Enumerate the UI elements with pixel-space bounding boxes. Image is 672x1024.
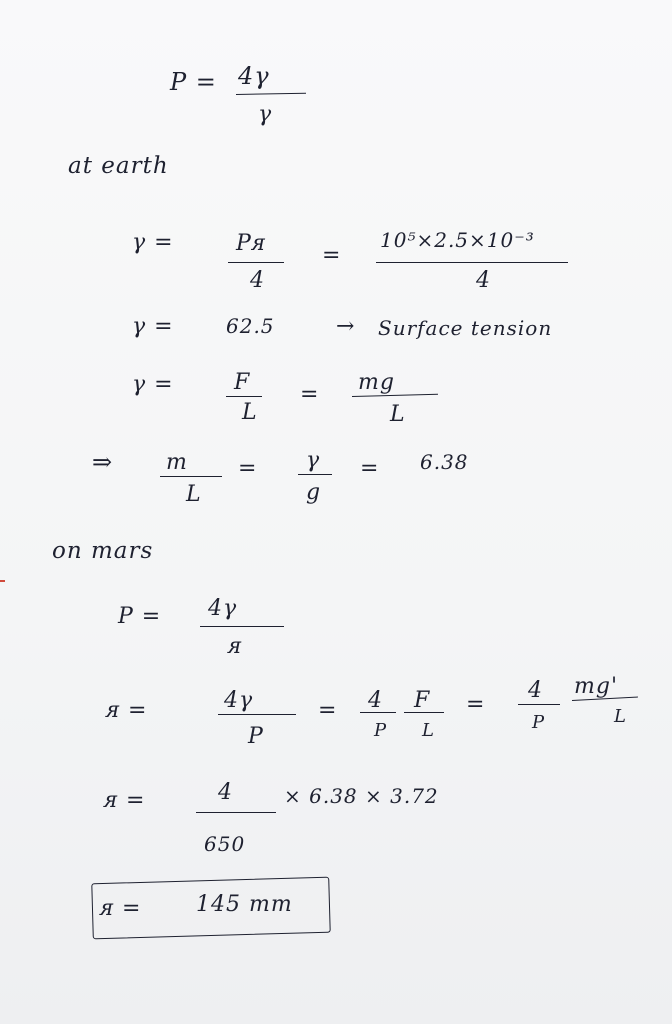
eq7-a-numerator: 4 xyxy=(368,688,383,713)
eq3-value: 62.5 xyxy=(226,314,275,338)
eq7-c-fraction-bar xyxy=(518,704,560,705)
eq5-arrow: ⇒ xyxy=(92,448,114,476)
eq5-numerator: m xyxy=(166,450,188,475)
eq2-fraction-bar-2 xyxy=(376,262,568,263)
eq7-lhs: ᴙ = xyxy=(106,698,148,723)
eq6-fraction-bar xyxy=(200,626,284,627)
eq7-numerator: 4γ xyxy=(224,688,254,713)
eq4-lhs: γ = xyxy=(132,372,174,397)
eq5-denominator: L xyxy=(186,482,202,507)
eq7-c-numerator: 4 xyxy=(528,678,543,703)
eq5-value: 6.38 xyxy=(420,450,469,474)
eq2-equals: = xyxy=(322,243,342,268)
eq6-numerator: 4γ xyxy=(208,596,238,621)
surface-tension-note: Surface tension xyxy=(378,316,553,340)
eq7-d-numerator: mg' xyxy=(574,674,618,699)
eq8-numerator: 4 xyxy=(218,780,233,805)
eq4-denominator: L xyxy=(242,400,258,425)
eq8-denominator: 650 xyxy=(204,832,246,856)
eq4-fraction-bar xyxy=(226,396,262,397)
eq8-multiplication: × 6.38 × 3.72 xyxy=(284,784,439,808)
page-edge-mark xyxy=(0,580,5,582)
answer-lhs: ᴙ = xyxy=(100,896,142,921)
eq6-denominator: ᴙ xyxy=(228,634,243,659)
eq7-equals: = xyxy=(318,698,338,723)
eq5-numerator-2: γ xyxy=(306,448,321,473)
eq7-denominator: P xyxy=(248,724,264,749)
eq6-lhs: P = xyxy=(118,604,162,629)
eq7-d-denominator: L xyxy=(614,706,627,727)
eq2-numerator-2: 10⁵×2.5×10⁻³ xyxy=(380,228,535,252)
answer-value: 145 mm xyxy=(196,892,293,917)
eq2-denominator-2: 4 xyxy=(476,268,491,293)
eq2-numerator: Pᴙ xyxy=(236,231,266,256)
eq7-a-fraction-bar xyxy=(360,712,396,713)
eq7-fraction-bar xyxy=(218,714,296,715)
mars-heading: on mars xyxy=(52,538,154,564)
eq5-equals: = xyxy=(238,456,258,481)
eq8-lhs: ᴙ = xyxy=(104,788,146,813)
eq5-equals-2: = xyxy=(360,456,380,481)
eq5-denominator-2: g xyxy=(306,480,322,505)
eq4-equals: = xyxy=(300,382,320,407)
eq4-denominator-2: L xyxy=(390,402,406,427)
eq7-equals-2: = xyxy=(466,692,486,717)
eq1-fraction-bar xyxy=(236,93,306,95)
eq7-a-denominator: P xyxy=(374,720,388,741)
earth-heading: at earth xyxy=(68,153,169,179)
eq7-b-fraction-bar xyxy=(404,712,444,713)
eq4-numerator: F xyxy=(234,370,251,395)
eq4-numerator-2: mg xyxy=(358,370,395,395)
eq8-fraction-bar xyxy=(196,812,276,813)
eq2-lhs: γ = xyxy=(132,230,174,255)
eq1-lhs: P = xyxy=(170,68,217,96)
eq2-denominator: 4 xyxy=(250,268,265,293)
eq7-c-denominator: P xyxy=(532,712,546,733)
eq5-fraction-bar-2 xyxy=(298,474,332,475)
eq1-denominator: γ xyxy=(258,102,273,127)
eq3-lhs: γ = xyxy=(132,314,174,339)
eq5-fraction-bar xyxy=(160,476,222,477)
eq7-b-numerator: F xyxy=(414,688,431,713)
eq2-fraction-bar xyxy=(228,262,284,263)
eq3-arrow: → xyxy=(336,314,356,339)
eq1-numerator: 4γ xyxy=(238,62,270,90)
eq7-b-denominator: L xyxy=(422,720,435,741)
